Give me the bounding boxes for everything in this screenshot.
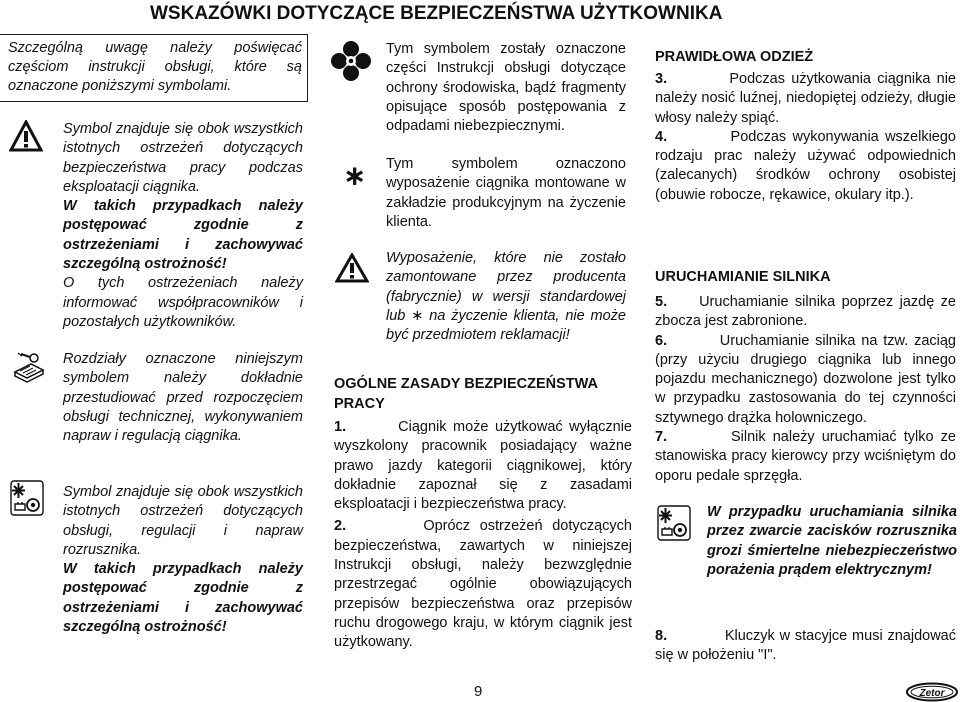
clothing-heading: PRAWIDŁOWA ODZIEŻ [655, 49, 814, 65]
rule-3 [655, 70, 956, 128]
zetor-logo [906, 682, 958, 702]
starter-text: Symbol znajduje się obok wszystkich istotnych ostrzeżeń dotyczących obsługi, regulacji i napraw rozrusznika. [63, 484, 303, 558]
starter-motor-icon-2 [657, 505, 691, 541]
rule-7-number: 7. [655, 429, 668, 446]
engine-start-heading: URUCHAMIANIE SILNIKA [655, 269, 831, 285]
rule-6-text: Uruchamianie silnika na tzw. zaciąg (przy użyciu drugiego ciągnika lub innego pojazdu mechanicznego) dozwolone jest tylko w przypadku zastosowania do tej czynności sztywnego drążka holowniczego. [655, 332, 956, 426]
rule-3-text: Podczas użytkowania ciągnika nie należy nosić luźnej, niedopiętej odzieży, długie włosy należy spiąć. [655, 71, 956, 126]
rule-1-text: Ciągnik może użytkować wyłącznie wyszkolony pracownik posiadający ważne prawo jazdy kategorii ciągnikowej, który dokładnie zapoznał się z zasadami eksploatacji i bezpieczeństwa pracy. [334, 419, 632, 513]
rule-4 [655, 128, 956, 205]
page-title: WSKAZÓWKI DOTYCZĄCE BEZPIECZEŃSTWA UŻYTKOWNIKA [150, 3, 723, 24]
rule-1 [334, 418, 632, 514]
rule-8 [655, 627, 956, 666]
rule-2 [334, 517, 632, 652]
rule-8-text: Kluczyk w stacyjce musi znajdować się w położeniu "I". [655, 628, 956, 664]
rule-5-text: Uruchamianie silnika poprzez jazdę ze zbocza jest zabronione. [655, 294, 956, 330]
page-number: 9 [474, 683, 483, 700]
starter-motor-icon [10, 480, 44, 516]
rule-4-text: Podczas wykonywania wszelkiego rodzaju prac należy używać odpowiednich (zalecanych) środków ochrony osobistej (obuwie robocze, rękawice, okulary itp.). [655, 128, 956, 203]
warning-section [63, 120, 303, 332]
manual-text: Rozdziały oznaczone niniejszym symbolem należy dokładnie przestudiować przed rozpoczęciem obsługi technicznej, wykonywaniem napraw i regulacją ciągnika. [63, 351, 303, 445]
rule-2-text: Oprócz ostrzeżeń dotyczących bezpieczeństwa, zawartych w niniejszej Instrukcji obsługi, należy bezwzględnie przestrzegać ogólnie obowiązujących przepisów bezpieczeństwa oraz przepisów ruchu drogowego kraju, w którym ciągnik jest użytkowany. [334, 518, 632, 651]
rule-5-number: 5. [655, 294, 668, 310]
rule-6 [655, 332, 956, 428]
warning-triangle-icon [9, 120, 43, 152]
asterisk-text: Tym symbolem oznaczono wyposażenie ciągnika montowane w zakładzie produkcyjnym na życzenie klienta. [386, 156, 626, 230]
clothing-rules [655, 70, 956, 205]
warning-bold: W takich przypadkach należy postępować zgodnie z ostrzeżeniami i zachowywać szczególną ostrożność! [63, 198, 303, 273]
intro-text: Szczególną uwagę należy poświęcać częściom instrukcji obsługi, które są oznaczone poniższymi symbolami. [8, 40, 302, 94]
rule-7-text: Silnik należy uruchamiać tylko ze stanowiska pracy kierowcy przy wciśniętym do oporu pedale sprzęgła. [655, 429, 956, 484]
logo-text: Zetor [919, 688, 945, 699]
rule-2-number: 2. [334, 518, 347, 535]
manual-book-icon [12, 350, 46, 384]
equip-warning: Wyposażenie, które nie zostało zamontowane przez producenta (fabrycznie) w wersji standardowej lub ∗ na życzenie klienta, nie może być przedmiotem reklamacji! [386, 250, 626, 344]
rule-3-number: 3. [655, 71, 668, 87]
rule-8-number: 8. [655, 628, 668, 644]
environment-flower-icon [330, 40, 372, 82]
starter-section [63, 483, 303, 637]
starter-bold: W takich przypadkach należy postępować zgodnie z ostrzeżeniami i zachowywać szczególną ostrożność! [63, 561, 303, 636]
general-rules [334, 418, 632, 653]
rule-7 [655, 428, 956, 486]
rule-6-number: 6. [655, 332, 668, 349]
env-text: Tym symbolem zostały oznaczone części Instrukcji obsługi dotyczące ochrony środowiska, bądź fragmenty opisujące sposób postępowania z odpadami niebezpiecznymi. [386, 41, 626, 135]
asterisk-icon: ∗ [343, 160, 367, 191]
start-rules [655, 293, 956, 486]
danger-bold: W przypadku uruchamiania silnika przez zwarcie zacisków rozrusznika grozi śmiertelne niebezpieczeństwo porażenia prądem elektrycznym! [707, 504, 957, 578]
warning-italic: O tych ostrzeżeniach należy informować współpracowników i pozostałych użytkowników. [63, 275, 303, 330]
warning-text: Symbol znajduje się obok wszystkich istotnych ostrzeżeń dotyczących bezpieczeństwa pracy podczas eksploatacji ciągnika. [63, 121, 303, 195]
rule-4-number: 4. [655, 128, 668, 145]
rule-1-number: 1. [334, 419, 347, 435]
warning-triangle-icon-2 [335, 253, 369, 283]
general-safety-heading: OGÓLNE ZASADY BEZPIECZEŃSTWA PRACY [334, 376, 598, 412]
rule-5 [655, 293, 956, 332]
